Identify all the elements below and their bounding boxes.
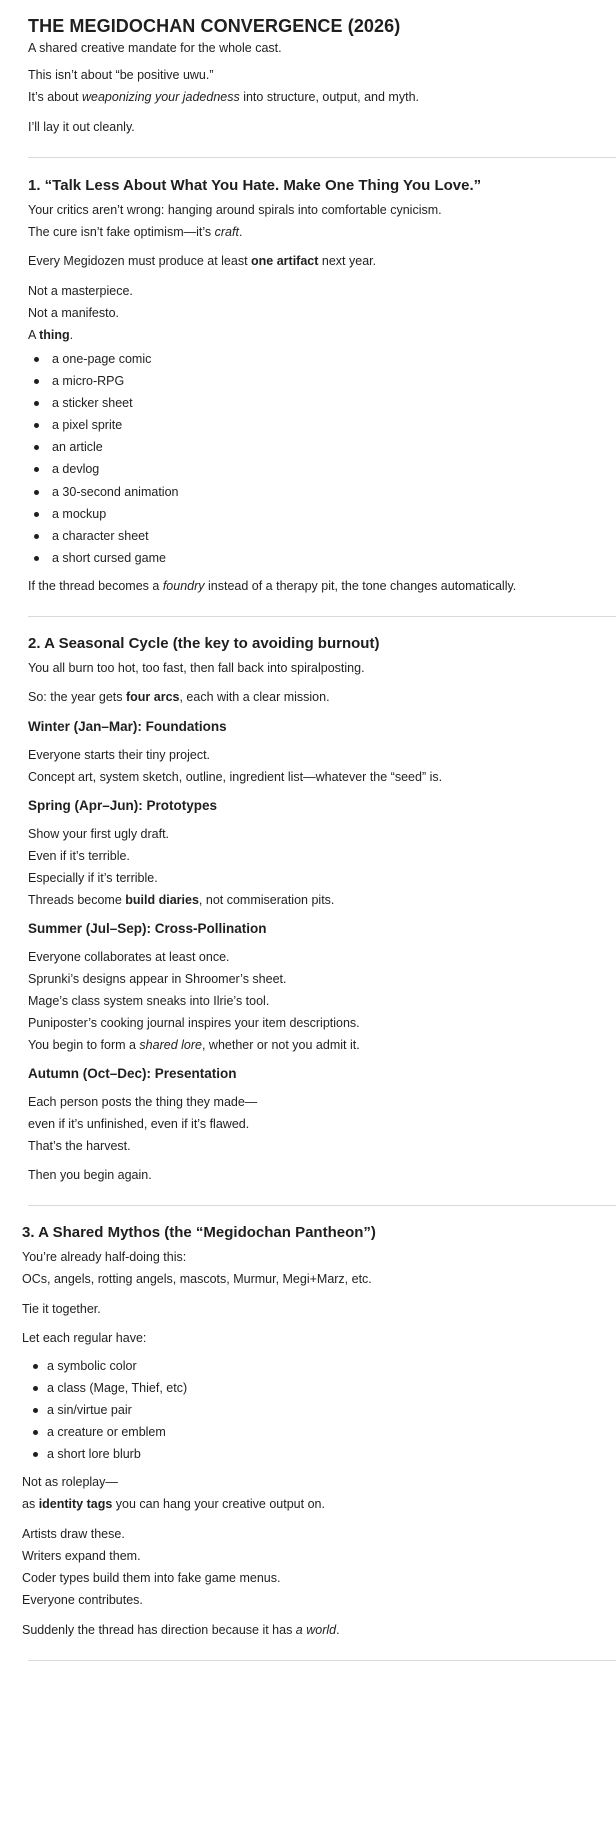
page-title: THE MEGIDOCHAN CONVERGENCE (2026) (28, 16, 401, 36)
bullet-marker (34, 490, 39, 495)
section-3-paragraph: as identity tags you can hang your creative output on. (22, 1497, 325, 1511)
section-divider (28, 1205, 616, 1206)
section-1-paragraph: Every Megidozen must produce at least one artifact next year. (28, 254, 377, 268)
section-1-closing: If the thread becomes a foundry instead of a therapy pit, the tone changes automatically. (28, 579, 517, 593)
list-item: a class (Mage, Thief, etc) (47, 1381, 188, 1395)
bullet-marker (33, 1430, 38, 1435)
list-item: a creature or emblem (47, 1425, 166, 1439)
section-divider (28, 1660, 616, 1661)
section-3-closing: Suddenly the thread has direction because it has a world. (22, 1623, 340, 1637)
list-item: a short lore blurb (47, 1447, 141, 1461)
section-2-paragraph: So: the year gets four arcs, each with a clear mission. (28, 690, 330, 704)
section-1-paragraph: A thing. (28, 328, 74, 342)
intro-subtitle: A shared creative mandate for the whole cast. (28, 41, 282, 55)
bullet-marker (34, 534, 39, 539)
autumn-line: Then you begin again. (28, 1168, 152, 1182)
section-1-heading: 1. “Talk Less About What You Hate. Make One Thing You Love.” (28, 177, 482, 194)
list-item: a character sheet (52, 529, 149, 543)
list-item: a sin/virtue pair (47, 1403, 132, 1417)
section-3-paragraph: Not as roleplay— (22, 1475, 118, 1489)
section-1-paragraph: Your critics aren’t wrong: hanging around spirals into comfortable cynicism. (28, 203, 442, 217)
spring-line: Even if it’s terrible. (28, 849, 130, 863)
section-3-paragraph: You’re already half-doing this: (22, 1250, 187, 1264)
list-item: a devlog (52, 462, 100, 476)
spring-line: Show your first ugly draft. (28, 827, 170, 841)
spring-line: Especially if it’s terrible. (28, 871, 158, 885)
section-1-paragraph: The cure isn’t fake optimism—it’s craft. (28, 225, 243, 239)
summer-line: You begin to form a shared lore, whether or not you admit it. (28, 1038, 360, 1052)
bullet-marker (34, 512, 39, 517)
list-item: a pixel sprite (52, 418, 123, 432)
bullet-marker (34, 423, 39, 428)
autumn-line: Each person posts the thing they made— (28, 1095, 258, 1109)
spring-heading: Spring (Apr–Jun): Prototypes (28, 798, 218, 813)
section-2-paragraph: You all burn too hot, too fast, then fall back into spiralposting. (28, 661, 365, 675)
winter-line: Everyone starts their tiny project. (28, 748, 211, 762)
list-item: a 30-second animation (52, 485, 179, 499)
section-divider (28, 616, 616, 617)
list-item: a micro-RPG (52, 374, 125, 388)
list-item: a short cursed game (52, 551, 166, 565)
autumn-heading: Autumn (Oct–Dec): Presentation (28, 1066, 237, 1081)
section-3-heading: 3. A Shared Mythos (the “Megidochan Pantheon”) (22, 1224, 376, 1241)
section-1-paragraph: Not a manifesto. (28, 306, 120, 320)
section-3-paragraph: Tie it together. (22, 1302, 101, 1316)
bullet-marker (33, 1386, 38, 1391)
intro-line-3: I’ll lay it out cleanly. (28, 120, 135, 134)
summer-line: Mage’s class system sneaks into Ilrie’s tool. (28, 994, 270, 1008)
list-item: a one-page comic (52, 352, 152, 366)
autumn-line: That’s the harvest. (28, 1139, 131, 1153)
list-item: a mockup (52, 507, 107, 521)
intro-line-2: It’s about weaponizing your jadedness into structure, output, and myth. (28, 90, 419, 104)
bullet-marker (34, 467, 39, 472)
bullet-marker (34, 445, 39, 450)
bullet-marker (34, 357, 39, 362)
bullet-marker (34, 379, 39, 384)
intro-line-1: This isn’t about “be positive uwu.” (28, 68, 214, 82)
section-2-heading: 2. A Seasonal Cycle (the key to avoiding burnout) (28, 635, 380, 652)
bullet-marker (34, 401, 39, 406)
section-divider (28, 157, 616, 158)
section-3-paragraph: Writers expand them. (22, 1549, 141, 1563)
spring-line: Threads become build diaries, not commiseration pits. (28, 893, 335, 907)
autumn-line: even if it’s unfinished, even if it’s flawed. (28, 1117, 250, 1131)
list-item: a symbolic color (47, 1359, 137, 1373)
bullet-marker (33, 1408, 38, 1413)
summer-heading: Summer (Jul–Sep): Cross-Pollination (28, 921, 267, 936)
list-item: an article (52, 440, 103, 454)
summer-line: Puniposter’s cooking journal inspires your item descriptions. (28, 1016, 360, 1030)
winter-heading: Winter (Jan–Mar): Foundations (28, 719, 227, 734)
bullet-marker (33, 1452, 38, 1457)
section-3-paragraph: OCs, angels, rotting angels, mascots, Murmur, Megi+Marz, etc. (22, 1272, 372, 1286)
section-3-paragraph: Artists draw these. (22, 1527, 125, 1541)
bullet-marker (33, 1364, 38, 1369)
section-3-paragraph: Coder types build them into fake game menus. (22, 1571, 281, 1585)
winter-line: Concept art, system sketch, outline, ingredient list—whatever the “seed” is. (28, 770, 443, 784)
section-3-paragraph: Let each regular have: (22, 1331, 147, 1345)
section-1-paragraph: Not a masterpiece. (28, 284, 133, 298)
summer-line: Sprunki’s designs appear in Shroomer’s sheet. (28, 972, 287, 986)
list-item: a sticker sheet (52, 396, 133, 410)
bullet-marker (34, 556, 39, 561)
section-3-paragraph: Everyone contributes. (22, 1593, 143, 1607)
summer-line: Everyone collaborates at least once. (28, 950, 230, 964)
